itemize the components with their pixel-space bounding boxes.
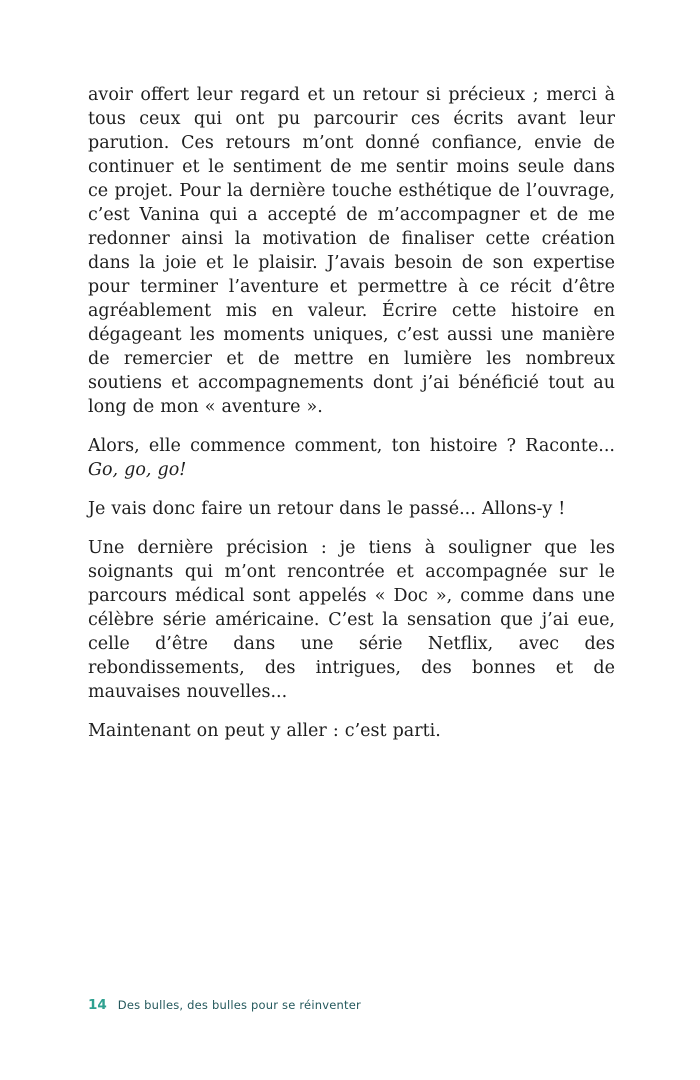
paragraph-acknowledgments: avoir offert leur regard et un retour si précieux ; merci à tous ceux qui ont pu parcourir ces écrits avant leur parution. Ces retours m’ont donné confiance, envie de continuer et le sentiment de me sentir moins seule dans ce projet. Pour la dernière touche esthétique de l’ouvrage, c’est Vanina qui a accepté de m’accompagner et de me redonner ainsi la motivation de finaliser cette création dans la joie et le plaisir. J’avais besoin de son expertise pour terminer l’aventure et permettre à ce récit d’être agréablement mis en valeur. Écrire cette histoire en dégageant les moments uniques, c’est aussi une manière de remercier et de mettre en lumière les nombreux soutiens et accompagnements dont j’ai bénéficié tout au long de mon « aventure ». <box>88 85 615 417</box>
paragraph-depart: Maintenant on peut y aller : c’est parti. <box>88 721 441 741</box>
paragraph-question-text: Alors, elle commence comment, ton histoire ? Raconte... <box>88 436 615 456</box>
paragraph-precision: Une dernière précision : je tiens à souligner que les soignants qui m’ont rencontrée et accompagnée sur le parcours médical sont appelés « Doc », comme dans une célèbre série américaine. C’est la sensation que j’ai eue, celle d’être dans une série Netflix, avec des rebondissements, des intrigues, des bonnes et de mauvaises nouvelles... <box>88 538 615 702</box>
paragraph-retour: Je vais donc faire un retour dans le passé... Allons-y ! <box>88 499 566 519</box>
page-content <box>88 83 615 758</box>
paragraph-question <box>88 434 615 482</box>
paragraph-question-italic: Go, go, go! <box>88 460 187 480</box>
page-number: 14 <box>88 997 107 1013</box>
page-footer <box>88 997 361 1013</box>
running-footer-title: Des bulles, des bulles pour se réinventer <box>117 998 361 1012</box>
